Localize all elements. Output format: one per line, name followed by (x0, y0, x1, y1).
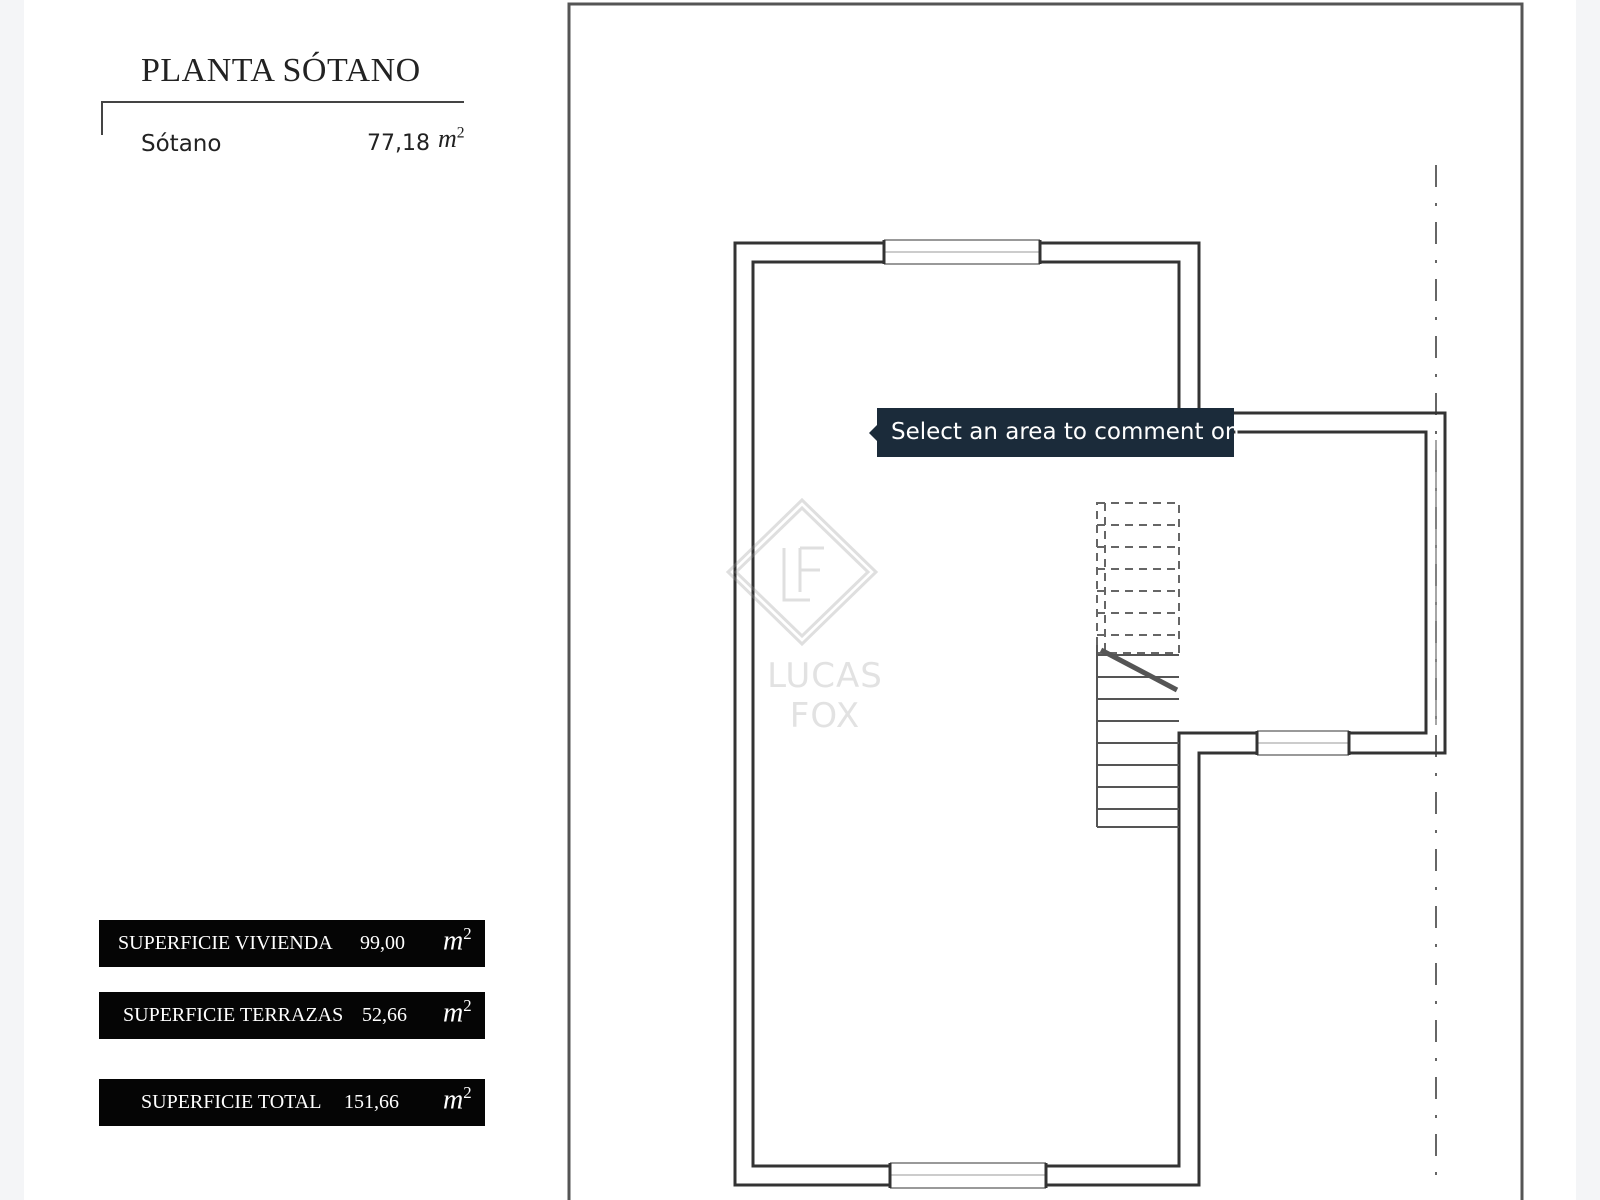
staircase-lower (1097, 645, 1179, 827)
area-unit: $m^2$ (443, 924, 472, 957)
room-area: 77,18 (367, 131, 430, 156)
area-label: SUPERFICIE VIVIENDA (118, 932, 333, 954)
area-value: 52,66 (362, 1004, 407, 1026)
area-value: 151,66 (344, 1091, 399, 1113)
floor-plan-page[interactable] (24, 0, 1576, 1200)
watermark-text: LUCAS FOX (767, 656, 883, 736)
comment-tooltip: Select an area to comment on (877, 408, 1234, 457)
room-name: Sótano (141, 131, 222, 157)
area-unit: $m^2$ (443, 1083, 472, 1116)
staircase-upper-dashed (1097, 503, 1179, 653)
plan-title: PLANTA SÓTANO (141, 52, 421, 89)
floor-plan-drawing (24, 0, 1576, 1200)
area-label: SUPERFICIE TERRAZAS (123, 1004, 344, 1026)
room-area-unit: $m^2$ (438, 124, 465, 153)
area-value: 99,00 (360, 932, 405, 954)
lf-diamond-logo-icon (728, 500, 876, 644)
area-label: SUPERFICIE TOTAL (141, 1091, 322, 1113)
plot-boundary (569, 4, 1522, 1200)
area-unit: $m^2$ (443, 996, 472, 1029)
